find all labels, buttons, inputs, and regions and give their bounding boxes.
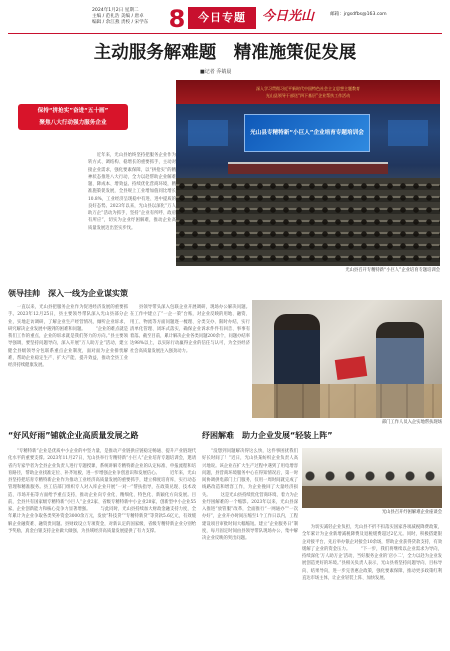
section3-body: “没想到问题解决得这么快，这件事困扰我们好长时间了！”近日，光山县某纺织企业负责人高兴地说。该企业在扩大生产过程中遇到了用电增容问题，县营商环境服务中心在得知情况后，第一时间协调供电部门上门服务，仅用一周时间就完成了线路改造和增容工作，为企业挽回了大量经济损失。 这是光山县持续优化营商环境、着力为企业纾困解难的一个缩影。2023年以来，光山县深入推进“放管服”改革，全面推行“一网通办”“一次办好”，企业开办时间压缩至1个工作日以内，工程建设项目审批时间大幅缩短。建立“企业服务日”制度，每月固定时间由县领导带队现场办公，集中解决企业反映的突出问题。 <box>202 449 298 541</box>
screen-left-panel <box>188 120 228 146</box>
section2-title: “好风好雨”铺就企业高质量发展之路 <box>8 431 139 440</box>
issue-weekday: 星期二 <box>124 8 139 13</box>
section3-photo-caption: 光山县召开纾困解难企业座谈会 <box>381 510 442 515</box>
designer-credit: 美编 / 唐卓 <box>120 14 144 19</box>
callout-badge <box>18 104 128 130</box>
shelf-cartons <box>252 384 442 418</box>
section-name: 今日专题 <box>198 11 246 24</box>
editor-credit: 主编 / 范礼浩 <box>92 14 120 19</box>
brand-logo: 今日光山 <box>262 9 315 24</box>
callout-line-1: 保持“拼抢实”奋进“五十画” <box>37 108 109 114</box>
issue-date: 2024年1月2日 <box>92 8 124 13</box>
projection-screen-text: 光山县专精特新“小巨人”企业培育专题培训会 <box>250 130 364 136</box>
projection-screen <box>244 114 370 152</box>
masthead-rule <box>8 33 442 34</box>
section3-photo <box>302 448 442 508</box>
section1-body: 一直以来，光山县把服务企业作为促进经济发展的重要抓手。2023年12月25日，县主要领导带队深入光山县部分企业，实地走访调研，了解企业生产经营情况，倾听企业诉求，研究解决企业发展中遇到的困难和问题。 “企业的难点就是我们工作的重点，企业的诉求就是我们努力的方向。”县主要领导强调，要坚持问题导向，深入开展“万人助万企”活动，建立健全县级领导分包联系重点企业制度，面对面为企业排忧解难，帮助企业稳定生产、扩大产能、提升效益，推动全县工业经济持续健康发展。 <box>8 305 128 368</box>
masthead-info-left <box>92 8 168 26</box>
conference-photo-caption: 光山县召开专精特新“小巨人”企业培育专题培训会 <box>345 268 440 273</box>
intro-paragraph: 近年来，光山县始终坚持把服务企业作为转方式、调结构、稳增长的重要抓手，主动对接企业需求，强化要素保障，以“拼抢实”的精神状态推进八大行动，全力以赴帮助企业解难题、降成本、增效益。持续优化营商环境，精准施策促发展，全县规上工业增加值同比增长10.8%，工业经济呈现稳中有进、进中提质的良好态势。2023年以来，光山县以深化“万人助万企”活动为抓手，坚持“企业有所呼、政府有所应”，切实为企业纾困解难，推动企业高质量发展迈出坚实步伐。 <box>88 153 176 231</box>
head-table <box>228 162 388 174</box>
section3-body-continued: 为切实减轻企业负担，光山县不折不扣落实国家各项减税降费政策，全年累计为企业新增减税降费及退税缓费超过2亿元。同时，积极搭建银企对接平台，先后举办银企对接会10余场，帮助企业获得贷款支持，有效缓解了企业的资金压力。 “下一步，我们将继续以企业需求为导向，持续深化‘万人助万企’活动，当好服务企业的‘店小二’，全力以赴为企业发展创造更好的环境。”县相关负责人表示，光山县将坚持问题导向、目标导向、结果导向，进一步完善惠企政策，强化要素保障，推动更多政策红利直达市场主体，让企业轻装上阵、加快发展。 <box>302 525 442 581</box>
page-number: 8 <box>168 5 186 33</box>
section3-title: 纾困解难 助力企业发展“轻装上阵” <box>202 431 333 440</box>
screen-right-panel <box>388 120 428 146</box>
audience-heads <box>176 180 440 266</box>
stage-banner <box>176 80 440 104</box>
stage-banner-text: 深入学习贯彻习近平新时代中国特色社会主义思想主题教育 光山县领导干部送“四下基层”企业帮扶工作活动 <box>256 86 360 98</box>
editor2-credit: 编辑 / 余江燕 <box>92 20 120 25</box>
byline: ■记者 乔婧晨 <box>200 69 232 75</box>
document-prop <box>335 356 367 380</box>
section1-body-continued: 县领导带头深入包联企业开展调研，现场办公解决问题。在工作中建立了“一企一策”台账，对企业反映的用地、融资、用工、物流等方面问题逐一梳理、分类交办、限时办结，实行清单化管理、闭环式落实，确保企业诉求件件有回音、事事有着落。截至目前，累计解决企业各类问题200余个，问题办结率达98%以上，以实际行动赢得企业的信任与认可，为全县经济社会高质量发展注入强劲动力。 <box>130 305 250 354</box>
proofreader-credit: 责校 / 宋学东 <box>120 20 149 25</box>
meeting-participants <box>302 468 442 490</box>
section1-photo <box>252 300 442 418</box>
section1-title: 领导挂帅 深入一线为企业谋实策 <box>8 289 128 298</box>
masthead <box>0 0 450 36</box>
contact-email: 邮箱：jrgsdfbs@163.com <box>330 12 387 17</box>
callout-line-2: 聚焦八大行动强力服务企业 <box>39 120 107 126</box>
section1-photo-caption: 部门工作人员入企实地帮扶现场 <box>381 420 442 425</box>
section2-body: “专精特新”企业是优质中小企业的中坚力量，是推动产业链供应链稳定畅通、提升产业链现代化水平的重要支撑。2023年11月27日，光山县举行专精特新“小巨人”企业培育专题培训会，邀请省内专家学者为全县企业负责人进行专题授课，系统讲解专精特新企业的认定标准、申报流程和培育路径，帮助企业找准定位、补齐短板，进一步增强企业争创意识和发展信心。 近年来，光山县坚持把培育专精特新企业作为推动工业经济高质量发展的重要抓手，建立梯度培育库，实行动态管理和精准服务。县工信部门组织专人对入库企业开展“一对一”帮扶指导，在政策兑现、技术改造、市场开拓等方面给予重点支持，推动企业向专业化、精细化、特色化、新颖化方向发展。目前，全县共有国家级专精特新“小巨人”企业2家、省级专精特新中小企业20家，创新型中小企业55家，企业创新能力和核心竞争力显著增强。 与此同时，光山县持续加大财政金融支持力度，全年累计为企业争取各类奖补资金3000余万元，发放“科技贷”“专精特新贷”等贷款5.6亿元，有效缓解企业融资难、融资贵问题。县财政设立专项资金，对新认定的国家级、省级专精特新企业分别给予奖励，真金白银支持企业做大做强，为县域经济高质量发展提供了有力支撑。 <box>8 449 196 534</box>
conference-photo <box>176 80 440 266</box>
main-headline: 主动服务解难题 精准施策促发展 <box>93 43 357 63</box>
